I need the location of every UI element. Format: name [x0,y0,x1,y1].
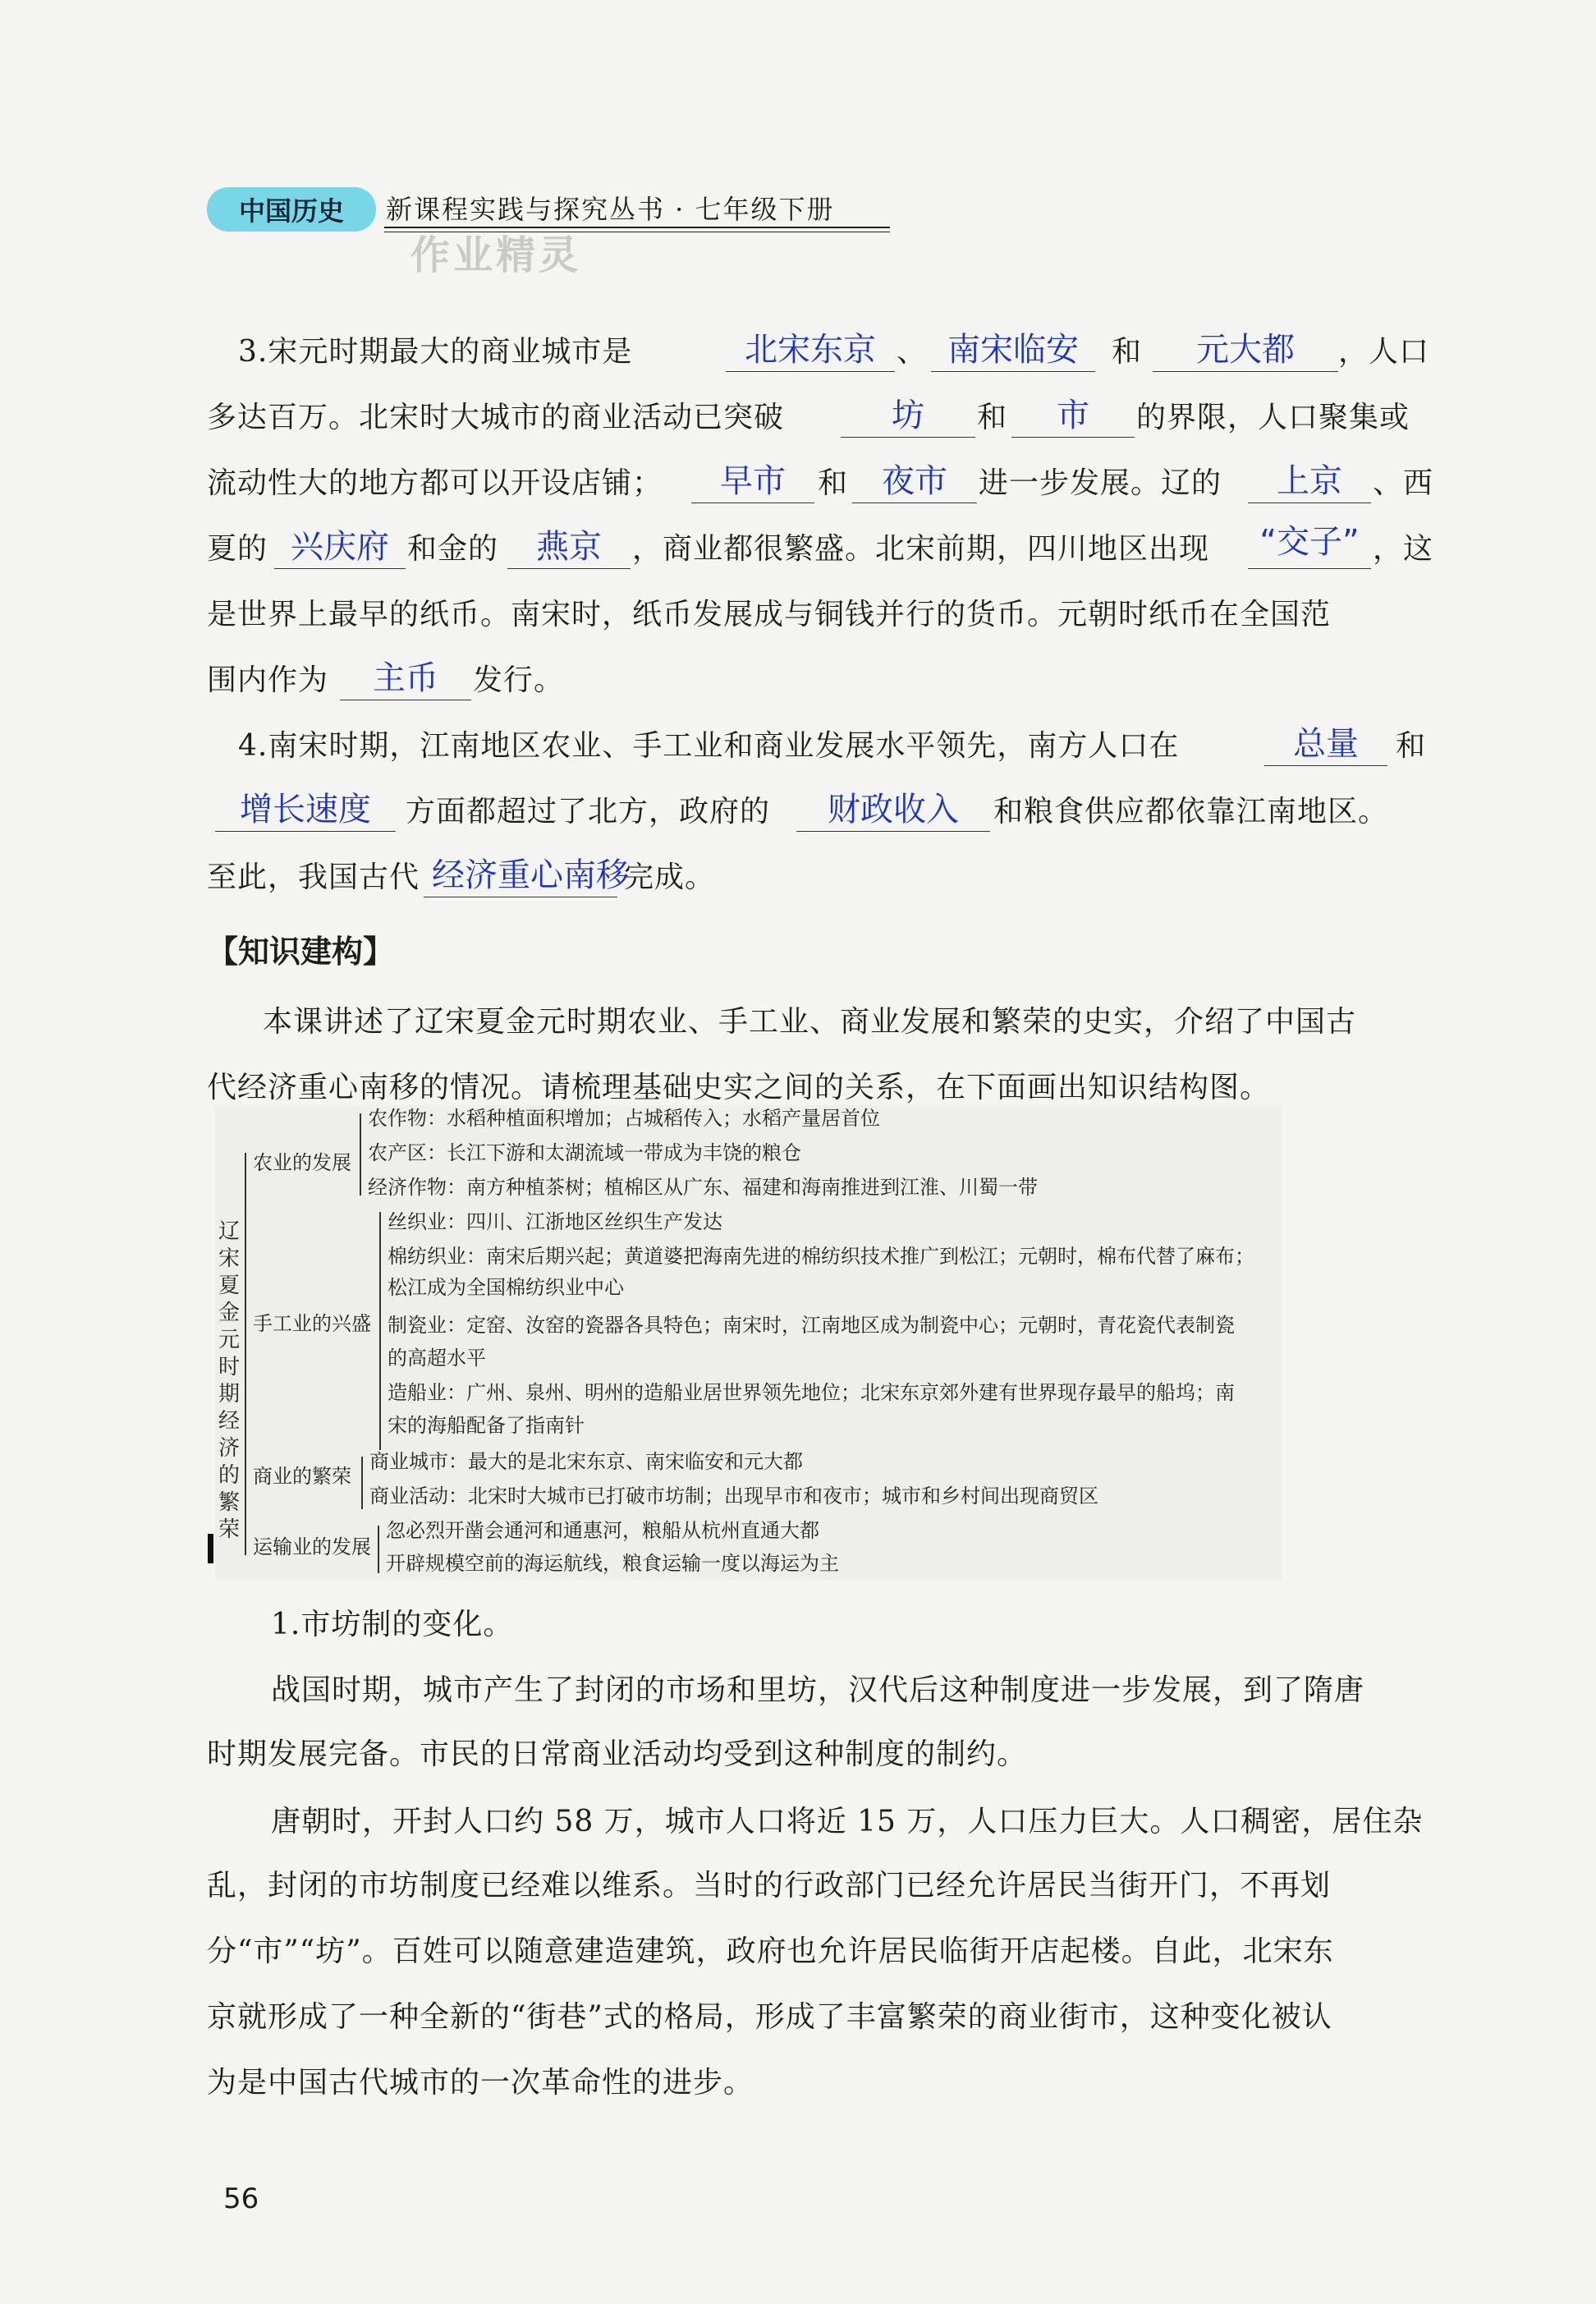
diagram-item: 宋的海船配备了指南针 [388,1414,585,1437]
answer-blank [931,371,1095,372]
diagram-item: 忽必烈开凿会通河和通惠河，粮船从杭州直通大都 [386,1519,819,1542]
q3-text: 流动性大的地方都可以开设店铺； [207,466,663,500]
q3-text: ，这 [1373,532,1434,566]
diagram-item: 农产区：长江下游和太湖流域一带成为丰饶的粮仓 [368,1141,801,1164]
paragraph: 京就形成了一种全新的“街巷”式的格局，形成了丰富繁荣的商业街市，这种变化被认 [207,2000,1332,2034]
handwritten-answer: 经济重心南移 [432,856,629,894]
diagram-item: 的高超水平 [388,1347,486,1370]
q3-text: 进一步发展。辽的 [979,466,1222,500]
q3-text: 多达百万。北宋时大城市的商业活动已突破 [207,401,785,434]
paragraph: 乱，封闭的市坊制度已经难以维系。当时的行政部门已经允许居民当街开门，不再划 [207,1869,1332,1902]
knowledge-structure-diagram [215,1105,1282,1580]
q3-text: 、西 [1373,466,1434,500]
q3-text: ，商业都很繁盛。北宋前期，四川地区出现 [632,532,1210,566]
branch-transport: 运输业的发展 [253,1535,371,1558]
handwritten-answer: 坊 [892,397,924,434]
brace [360,1113,361,1196]
q3-text: 围内作为 [207,663,329,697]
handwritten-answer: 兴庆府 [291,528,389,566]
diagram-item: 棉纺织业：南宋后期兴起；黄道婆把海南先进的棉纺织技术推广到松江；元朝时，棉布代替了麻布； [388,1245,1254,1268]
brace [245,1153,246,1555]
answer-blank [841,437,975,438]
handwritten-answer: 市 [1057,397,1089,434]
handwritten-answer: 主币 [373,659,438,697]
q4-text: 方面都超过了北方，政府的 [406,795,771,828]
paragraph: 战国时期，城市产生了封闭的市场和里坊，汉代后这种制度进一步发展，到了隋唐 [271,1673,1365,1707]
q4-text: 4.南宋时期，江南地区农业、手工业和商业发展水平领先，南方人口在 [238,729,1180,763]
q3-text: 、 [897,335,928,369]
q3-text: 夏的 [207,532,268,566]
paragraph: 分“市”“坊”。百姓可以随意建造建筑，政府也允许居民临街开店起楼。自此，北宋东 [207,1935,1334,1968]
handwritten-answer: 北宋东京 [745,331,876,369]
brace [378,1526,379,1573]
handwritten-answer: 增长速度 [240,791,371,828]
q3-text: 3.宋元时期最大的商业城市是 [238,335,633,369]
answer-blank [1011,437,1135,438]
handwritten-answer: 早市 [720,462,786,500]
q4-text: 完成。 [624,861,716,894]
diagram-item: 松江成为全国棉纺织业中心 [388,1276,624,1299]
diagram-item: 经济作物：南方种植茶树；植棉区从广东、福建和海南推进到江淮、川蜀一带 [368,1176,1038,1199]
answer-blank [1248,568,1371,569]
q3-text: 是世界上最早的纸币。南宋时，纸币发展成与铜钱并行的货币。元朝时纸币在全国范 [207,598,1332,631]
diagram-item: 制瓷业：定窑、汝窑的瓷器各具特色；南宋时，江南地区成为制瓷中心；元朝时，青花瓷代表制瓷 [388,1314,1235,1337]
handwritten-answer: 上京 [1277,462,1342,500]
answer-blank [215,831,396,832]
margin-mark [208,1534,213,1563]
diagram-item: 农作物：水稻种植面积增加；占城稻传入；水稻产量居首位 [368,1107,880,1130]
paragraph: 代经济重心南移的情况。请梳理基础史实之间的关系，在下面画出知识结构图。 [207,1071,1271,1104]
diagram-item: 商业城市：最大的是北宋东京、南宋临安和元大都 [369,1450,803,1473]
answer-blank [796,831,990,832]
subject-badge: 中国历史 [207,187,376,232]
branch-handicraft: 手工业的兴盛 [253,1312,371,1335]
series-title: 新课程实践与探究丛书 · 七年级下册 [386,194,835,225]
brace [361,1457,363,1509]
diagram-item: 商业活动：北宋时大城市已打破市坊制；出现早市和夜市；城市和乡村间出现商贸区 [369,1485,1098,1508]
diagram-item: 造船业：广州、泉州、明州的造船业居世界领先地位；北宋东京郊外建有世界现存最早的船坞；南 [388,1381,1235,1404]
branch-agriculture: 农业的发展 [253,1151,351,1174]
paragraph: 本课讲述了辽宋夏金元时期农业、手工业、商业发展和繁荣的史实，介绍了中国古 [263,1005,1357,1039]
diagram-item: 丝织业：四川、江浙地区丝织生产发达 [388,1210,722,1233]
q4-text: 和 [1396,729,1427,763]
handwritten-answer: 南宋临安 [947,331,1079,369]
subsection-title: 1.市坊制的变化。 [271,1608,514,1641]
q3-text: 和 [977,401,1008,434]
q3-text: 和金的 [407,532,499,566]
paragraph: 唐朝时，开封人口约 58 万，城市人口将近 15 万，人口压力巨大。人口稠密，居住杂 [271,1805,1424,1838]
branch-commerce: 商业的繁荣 [253,1465,351,1488]
answer-blank [274,568,406,569]
brace [379,1212,381,1450]
q3-text: 和 [818,466,849,500]
paragraph: 时期发展完备。市民的日常商业活动均受到这种制度的制约。 [207,1737,1028,1771]
q3-text: ，人口 [1338,335,1430,369]
answer-blank [1153,371,1338,372]
page-number: 56 [223,2182,259,2215]
q4-text: 至此，我国古代 [207,861,420,894]
handwritten-answer: 夜市 [882,462,947,500]
handwritten-answer: 财政收入 [828,791,959,828]
watermark-logo: 作业精灵 [410,232,582,278]
q4-text: 和粮食供应都依靠江南地区。 [993,795,1389,828]
diagram-item: 开辟规模空前的海运航线，粮食运输一度以海运为主 [386,1552,839,1575]
handwritten-answer: 燕京 [536,528,602,566]
q3-text: 和 [1112,335,1143,369]
diagram-root-label: 辽宋夏金元时期经济的繁荣 [218,1219,240,1542]
answer-blank [507,568,631,569]
handwritten-answer: 元大都 [1196,331,1295,369]
paragraph: 为是中国古代城市的一次革命性的进步。 [207,2066,754,2100]
answer-blank [726,371,895,372]
handwritten-answer: “交子” [1259,523,1360,561]
q3-text: 发行。 [473,663,565,697]
q3-text: 的界限，人口聚集或 [1136,401,1410,434]
section-heading: 【知识建构】 [207,934,395,970]
answer-blank [1264,765,1387,766]
handwritten-answer: 总量 [1293,725,1359,763]
